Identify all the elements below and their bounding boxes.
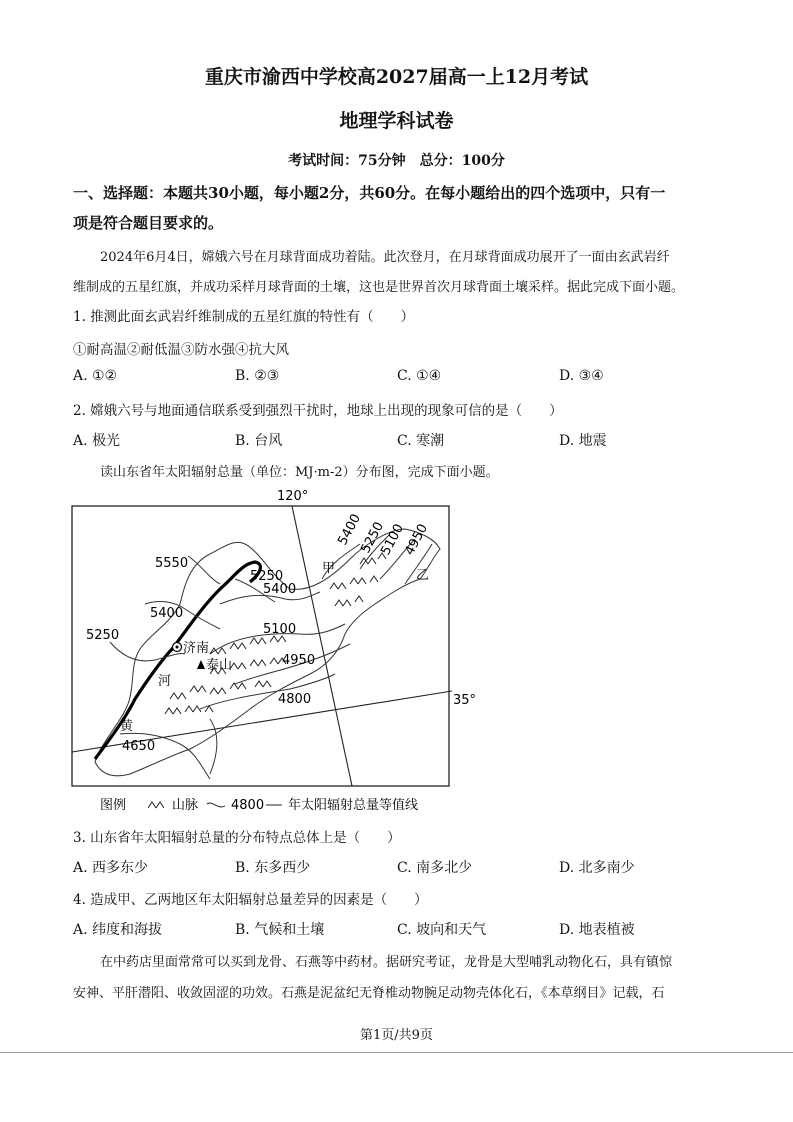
contour-label: 5400 [150, 606, 184, 621]
place-jia: 甲 [322, 561, 336, 576]
question-3-stem: 3. 山东省年太阳辐射总量的分布特点总体上是（ ） [73, 830, 401, 846]
q1-option-a[interactable]: A. ①② [73, 368, 118, 384]
q4-option-c[interactable]: C. 坡向和天气 [397, 922, 487, 938]
latitude-label: 35° [453, 693, 477, 708]
contour-label: 5400 [263, 582, 297, 597]
q3-option-b[interactable]: B. 东多西少 [235, 860, 311, 876]
passage2-line1: 读山东省年太阳辐射总量（单位：MJ·m-2）分布图，完成下面小题。 [100, 465, 499, 480]
question-1-stem: 1. 推测此面玄武岩纤维制成的五星红旗的特性有（ ） [73, 309, 415, 325]
passage1-line2: 维制成的五星红旗，并成功采样月球背面的土壤，这也是世界首次月球背面土壤采样。据此完成下面小题。 [73, 280, 685, 295]
contour-label: 5250 [358, 519, 388, 556]
q2-option-d[interactable]: D. 地震 [559, 433, 607, 449]
contour-label: 5550 [155, 556, 189, 571]
contour-label: 4800 [278, 692, 312, 707]
q2-option-b[interactable]: B. 台风 [235, 433, 283, 449]
q4-option-d[interactable]: D. 地表植被 [559, 922, 635, 938]
q3-option-c[interactable]: C. 南多北少 [397, 860, 473, 876]
river-label: 河 [158, 674, 172, 689]
q2-option-c[interactable]: C. 寒潮 [397, 433, 445, 449]
passage3-line2: 安神、平肝潜阳、收敛固涩的功效。石燕是泥盆纪无脊椎动物腕足动物壳体化石，《本草纲目》记载，石 [73, 986, 665, 1001]
legend-mountain: 山脉 [172, 798, 199, 813]
legend-title: 图例 [100, 798, 127, 813]
contour-label: 4950 [402, 521, 432, 558]
contour-legend-icon [207, 803, 225, 807]
river-label: 黄 [120, 719, 134, 734]
place-yi: 乙 [416, 568, 430, 583]
footer-divider [0, 1052, 793, 1053]
contour-label: 5250 [250, 569, 284, 584]
longitude-label: 120° [277, 489, 309, 504]
q4-option-a[interactable]: A. 纬度和海拔 [73, 922, 163, 938]
question-4-stem: 4. 造成甲、乙两地区年太阳辐射总量差异的因素是（ ） [73, 892, 428, 908]
taishan-marker [197, 660, 205, 669]
passage1-line1: 2024年6月4日，嫦娥六号在月球背面成功着陆。此次登月，在月球背面成功展开了一面由玄武岩纤 [100, 250, 670, 265]
q3-option-a[interactable]: A. 西多东少 [73, 860, 149, 876]
contour-label: 4950 [282, 653, 316, 668]
legend-contour-value: 4800 [231, 798, 265, 813]
contour-label: 5400 [335, 511, 365, 548]
contour-label: 5100 [263, 622, 297, 637]
place-taishan: 泰山 [206, 658, 233, 673]
q3-option-d[interactable]: D. 北多南少 [559, 860, 635, 876]
question-1-statements: ①耐高温②耐低温③防水强④抗大风 [73, 342, 289, 358]
q4-option-b[interactable]: B. 气候和土壤 [235, 922, 325, 938]
passage3-line1: 在中药店里面常常可以买到龙骨、石燕等中药材。据研究考证，龙骨是大型哺乳动物化石，具有镇惊 [100, 955, 673, 970]
question-2-stem: 2. 嫦娥六号与地面通信联系受到强烈干扰时，地球上出现的现象可信的是（ ） [73, 403, 563, 419]
mountain-legend-icon [148, 802, 164, 808]
exam-subtitle: 地理学科试卷 [339, 110, 454, 132]
contour-label: 5250 [86, 628, 120, 643]
contour-label: 4650 [122, 739, 156, 754]
q2-option-a[interactable]: A. 极光 [73, 433, 121, 449]
q1-option-d[interactable]: D. ③④ [559, 368, 604, 384]
page-number: 第1页/共9页 [360, 1028, 433, 1043]
legend-contour-text: 年太阳辐射总量等值线 [288, 798, 419, 813]
exam-info: 考试时间：75分钟 总分：100分 [288, 153, 505, 169]
place-jinan: 济南 [183, 641, 210, 656]
section-heading-line1: 一、选择题：本题共30小题，每小题2分，共60分。在每小题给出的四个选项中，只有一 [73, 184, 666, 202]
section-heading-line2: 项是符合题目要求的。 [73, 214, 224, 232]
contour-label: 5100 [378, 521, 408, 558]
q1-option-c[interactable]: C. ①④ [397, 368, 442, 384]
q1-option-b[interactable]: B. ②③ [235, 368, 280, 384]
exam-title: 重庆市渝西中学校高2027届高一上12月考试 [204, 66, 589, 88]
solar-radiation-map [60, 484, 480, 814]
